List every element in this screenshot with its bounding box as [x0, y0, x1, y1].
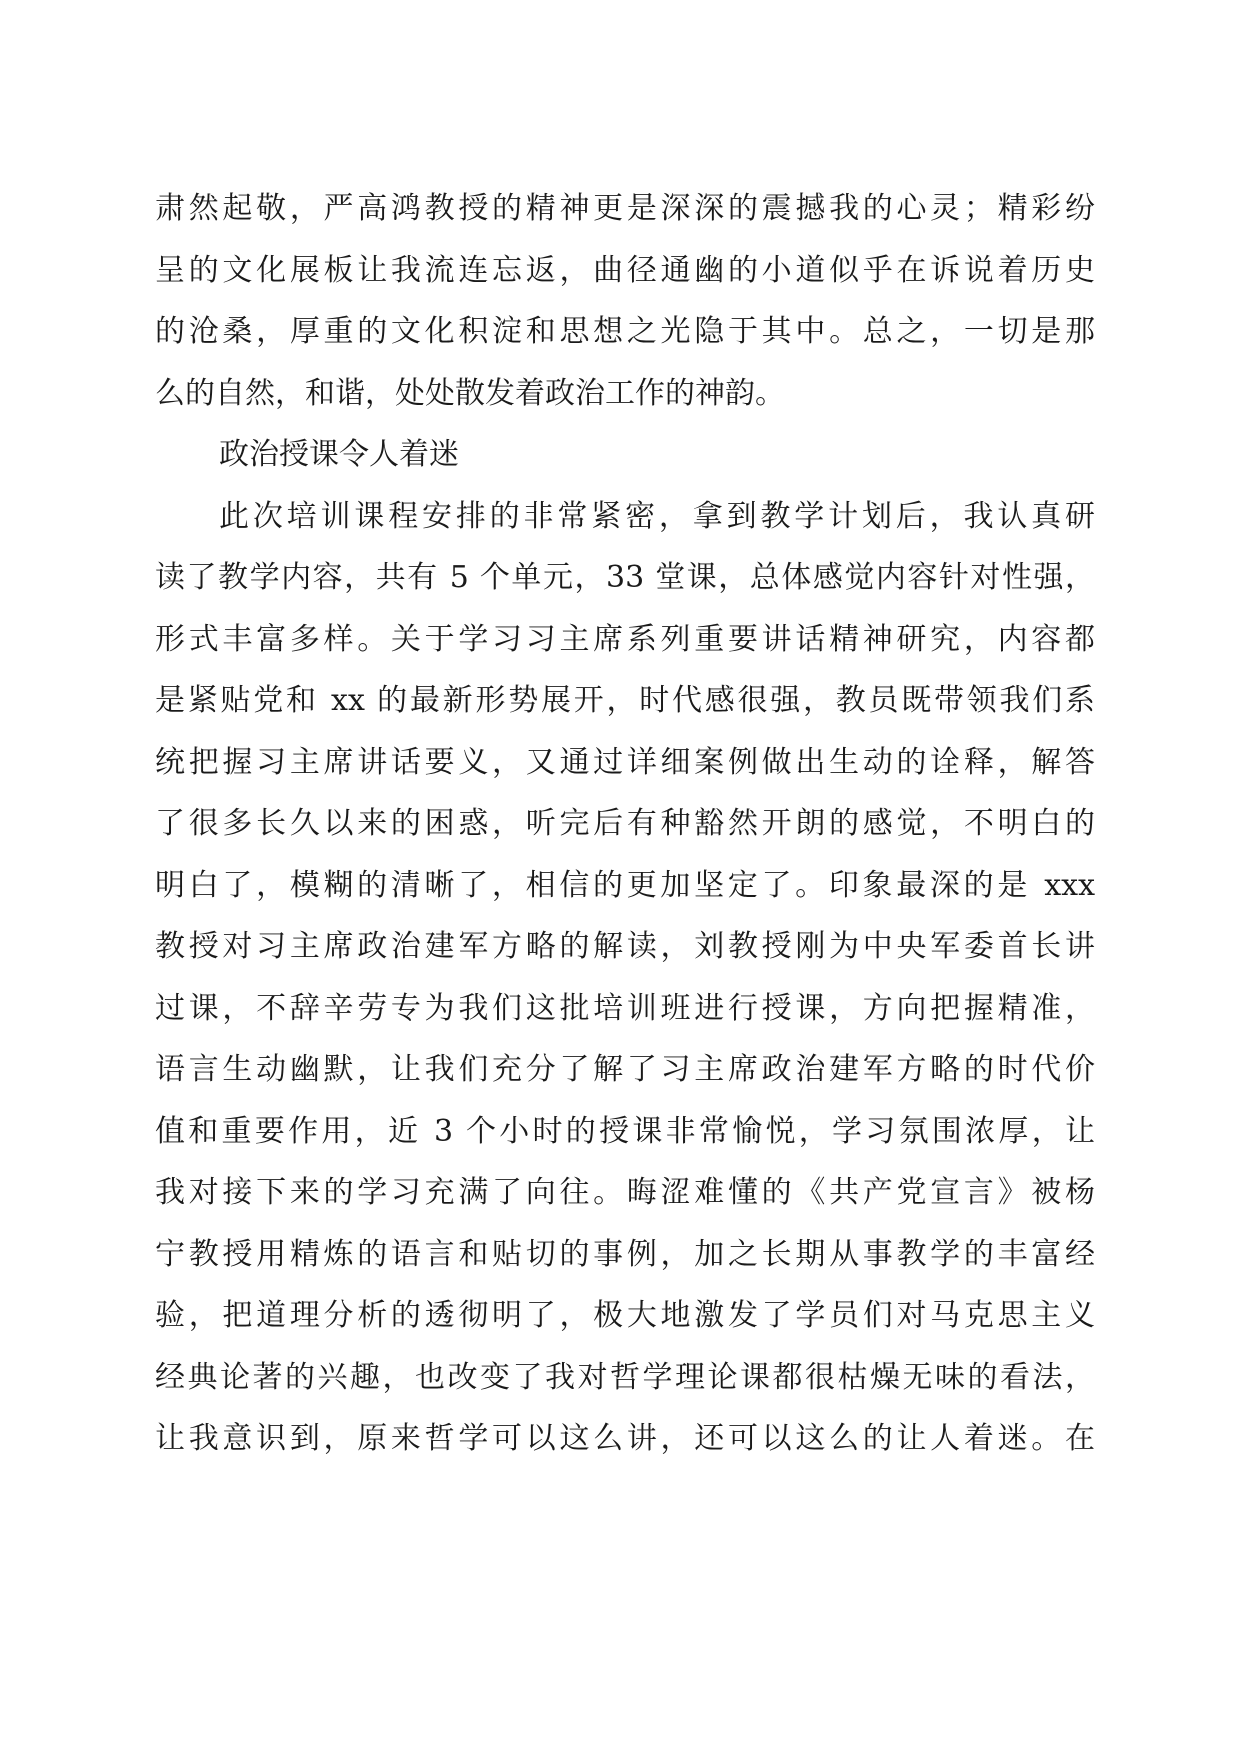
text-line: 肃然起敬，严高鸿教授的精神更是深深的震撼我的心灵；精彩纷 — [155, 191, 1095, 226]
text-line: 形式丰富多样。关于学习习主席系列重要讲话精神研究，内容都 — [155, 621, 1095, 657]
text-line: 了很多长久以来的困惑，听完后有种豁然开朗的感觉，不明白的 — [155, 806, 1095, 841]
text-line: 呈的文化展板让我流连忘返，曲径通幽的小道似乎在诉说着历史 — [155, 252, 1095, 288]
text-line: 验，把道理分析的透彻明了，极大地激发了学员们对马克思主义 — [155, 1298, 1095, 1333]
text-line: 宁教授用精炼的语言和贴切的事例，加之长期从事教学的丰富经 — [155, 1236, 1095, 1272]
text-line: 统把握习主席讲话要义，又通过详细案例做出生动的诠释，解答 — [155, 744, 1095, 780]
text-line: 教授对习主席政治建军方略的解读，刘教授刚为中央军委首长讲 — [155, 929, 1095, 964]
text-line: 读了教学内容，共有 5 个单元，33 堂课，总体感觉内容针对性强， — [155, 560, 1095, 595]
text-line: 过课，不辞辛劳专为我们这批培训班进行授课，方向把握精准， — [155, 990, 1095, 1026]
text-line: 明白了，模糊的清晰了，相信的更加坚定了。印象最深的是 xxx — [155, 867, 1095, 903]
text-line: 值和重要作用，近 3 个小时的授课非常愉悦，学习氛围浓厚，让 — [155, 1113, 1095, 1149]
section-heading: 政治授课令人着迷 — [219, 437, 459, 472]
text-line: 语言生动幽默，让我们充分了解了习主席政治建军方略的时代价 — [155, 1052, 1095, 1087]
text-line: 让我意识到，原来哲学可以这么讲，还可以这么的让人着迷。在 — [155, 1421, 1095, 1456]
document-body — [155, 178, 1095, 1470]
text-line: 此次培训课程安排的非常紧密，拿到教学计划后，我认真研 — [219, 498, 1095, 534]
text-line: 经典论著的兴趣，也改变了我对哲学理论课都很枯燥无味的看法， — [155, 1359, 1095, 1395]
text-line: 我对接下来的学习充满了向往。晦涩难懂的《共产党宣言》被杨 — [155, 1175, 1095, 1210]
text-line: 的沧桑，厚重的文化积淀和思想之光隐于其中。总之，一切是那 — [155, 314, 1095, 349]
text-line: 么的自然，和谐，处处散发着政治工作的神韵。 — [155, 375, 785, 411]
text-line: 是紧贴党和 xx 的最新形势展开，时代感很强，教员既带领我们系 — [155, 683, 1095, 718]
